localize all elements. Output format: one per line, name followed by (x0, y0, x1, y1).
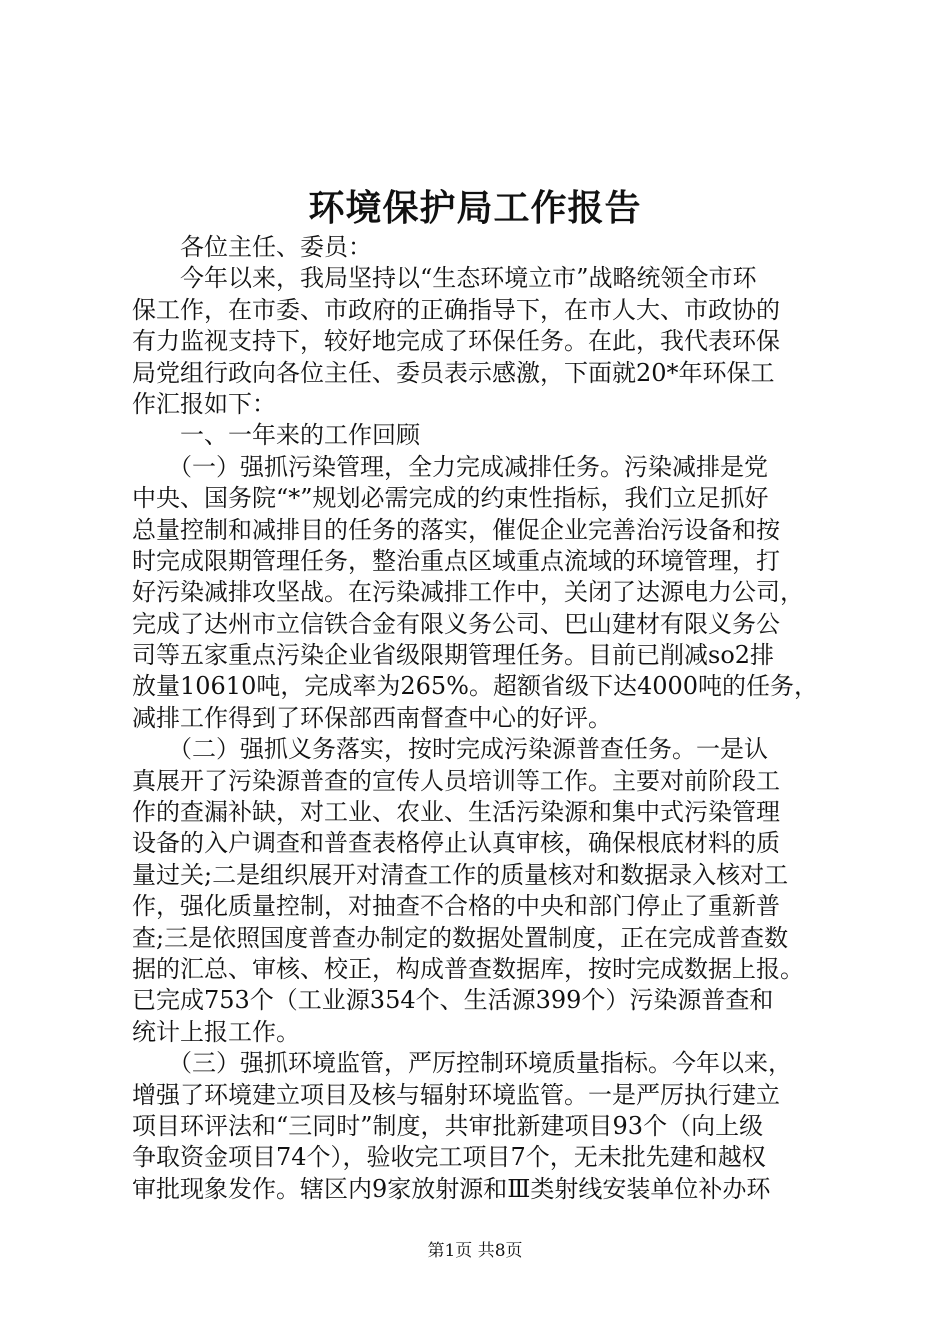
body-line: 时完成限期管理任务，整治重点区域重点流域的环境管理，打 (132, 546, 780, 575)
body-line: 设备的入户调查和普查表格停止认真审核，确保根底材料的质 (132, 829, 780, 858)
body-line: 今年以来，我局坚持以“生态环境立市”战略统领全市环 (132, 264, 757, 293)
body-line: （三）强抓环境监管，严厉控制环境质量指标。今年以来， (132, 1049, 792, 1078)
body-line: 量过关;二是组织展开对清查工作的质量核对和数据录入核对工 (132, 860, 789, 889)
body-line: 作汇报如下： (132, 389, 276, 418)
body-line: 审批现象发作。辖区内9家放射源和Ⅲ类射线安装单位补办环 (132, 1174, 771, 1203)
body-line: 减排工作得到了环保部西南督查中心的好评。 (132, 703, 612, 732)
body-line: 项目环评法和“三同时”制度，共审批新建项目93个（向上级 (132, 1111, 764, 1140)
body-line: 增强了环境建立项目及核与辐射环境监管。一是严厉执行建立 (132, 1080, 780, 1109)
body-line: 放量10610吨，完成率为265%。超额省级下达4000吨的任务， (132, 672, 819, 701)
body-line: 据的汇总、审核、校正，构成普查数据库，按时完成数据上报。 (132, 954, 804, 983)
body-line: 各位主任、委员： (132, 233, 372, 261)
body-line: 统计上报工作。 (132, 1017, 300, 1046)
body-line: 保工作，在市委、市政府的正确指导下，在市人大、市政协的 (132, 295, 780, 324)
body-line: 真展开了污染源普查的宣传人员培训等工作。主要对前阶段工 (132, 766, 780, 795)
body-line: 作，强化质量控制，对抽查不合格的中央和部门停止了重新普 (132, 892, 780, 921)
body-line: 好污染减排攻坚战。在污染减排工作中，关闭了达源电力公司， (132, 578, 804, 607)
body-line: 作的查漏补缺，对工业、农业、生活污染源和集中式污染管理 (132, 798, 780, 827)
document-body (132, 232, 832, 1205)
body-line: 争取资金项目74个），验收完工项目7个，无未批先建和越权 (132, 1143, 766, 1172)
page-footer: 第1页 共8页 (427, 1241, 523, 1261)
body-line: 司等五家重点污染企业省级限期管理任务。目前已削减so2排 (132, 641, 775, 670)
body-line: 总量控制和减排目的任务的落实，催促企业完善治污设备和按 (132, 515, 780, 544)
body-line: （一）强抓污染管理，全力完成减排任务。污染减排是党 (132, 452, 768, 481)
body-line: 有力监视支持下，较好地完成了环保任务。在此，我代表环保 (132, 327, 780, 356)
document-title: 环境保护局工作报告 (308, 187, 642, 229)
body-line: 已完成753个（工业源354个、生活源399个）污染源普查和 (132, 986, 774, 1015)
body-line: 一、一年来的工作回顾 (132, 421, 420, 450)
body-line: 中央、国务院“*”规划必需完成的约束性指标，我们立足抓好 (132, 484, 769, 513)
body-line: 完成了达州市立信铁合金有限义务公司、巴山建材有限义务公 (132, 609, 780, 638)
body-line: 局党组行政向各位主任、委员表示感激，下面就20*年环保工 (132, 358, 775, 387)
body-line: （二）强抓义务落实，按时完成污染源普查任务。一是认 (132, 735, 768, 764)
body-line: 查;三是依照国度普查办制定的数据处置制度，正在完成普查数 (132, 923, 789, 952)
